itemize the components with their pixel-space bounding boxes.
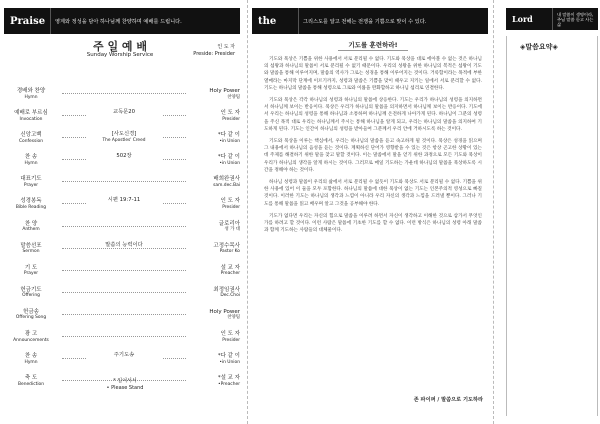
row-person-en: sam.dec.Bai [213, 182, 240, 188]
service-row [6, 241, 242, 263]
row-item-ko: 찬 송 [24, 353, 38, 360]
row-item-ko: 기 도 [24, 264, 38, 271]
row-detail-ko: 502장 [116, 153, 132, 160]
article-paragraph: 기도가 없다면 우리는 자신의 힘으로 말씀을 이루려 하면서 자신이 생각하고 이해한 것으로 삼가서 무엇인가를 하려고 할 것이다. 이런 사람은 말씀에 기초한 기도를 할 수 없다. 이런 방식은 하나님의 성령 아래 말씀과 함께 기도하는 사람들의 대체물이다. [264, 213, 482, 234]
row-item [6, 198, 56, 211]
row-person [188, 198, 240, 211]
dotted-leader [62, 336, 186, 337]
summary-frame [506, 36, 598, 416]
row-person [188, 132, 240, 145]
row-person-ko: Holy Power [209, 308, 240, 315]
summary-title-text: 말씀요약 [525, 43, 553, 51]
row-detail-en: The Apostles' Creed [102, 137, 146, 143]
praise-tagline: 영계와 정성을 담아 하나님께 찬양하며 예배를 드립니다. [50, 8, 240, 34]
article-signature: 존 파이퍼 / 말씀으로 기도하라 [413, 397, 483, 403]
row-item [6, 309, 56, 322]
row-item-en: Prayer [23, 182, 39, 188]
row-person-ko: 최정임권사 [213, 286, 240, 293]
row-item-ko: 찬 양 [24, 220, 38, 227]
service-row [6, 285, 242, 307]
row-detail-ko: 말씀의 능력이다 [105, 241, 143, 248]
row-item [6, 375, 56, 388]
row-item [6, 287, 56, 300]
dotted-leader [62, 181, 186, 182]
row-person [188, 243, 240, 256]
service-row [6, 174, 242, 196]
row-detail [86, 242, 162, 249]
row-person-ko: 인 도 자 [220, 331, 240, 338]
diamond-icon: ◈ [552, 43, 558, 51]
row-person-en: Dec.Choi [220, 293, 240, 299]
service-row [6, 130, 242, 152]
row-item [6, 243, 56, 256]
row-item [6, 154, 56, 167]
row-item [6, 132, 56, 145]
row-item [6, 176, 56, 189]
row-item-en: Invocation [19, 116, 43, 122]
row-person [188, 287, 240, 300]
sermon-summary-panel [496, 0, 600, 424]
row-item-en: Announcements [13, 337, 49, 343]
row-person [188, 375, 240, 388]
the-tag: the [252, 8, 298, 34]
article-paragraph: 기도와 묵상은 각각 하나님의 성령과 하나님의 말씀에 상응한다. 기도는 우리가 하나님의 성령을 의지하면서 하나님께 보이는 반응이다. 묵상은 우리가 하나님의 말씀을 의지하면서 하나님께 보이는 반응이다. 기도에서 우리는 하나님의 성령을 통해 하나님과 소통하며 하나님께 온전하게 나아가게 된다. 하나님이 그분의 성령을 주신 목적 대로 우리는 하나님께서 주시는 통해 하나님을 알게 되고, 우리는 하나님의 말씀을 의지하여 기도하게 된다. 기도는 인간이 하나님의 성령을 받아들여 그분께서 우리 안에 거하시도록 하는 것이다. [264, 98, 482, 132]
row-person-en: 찬양팀 [227, 94, 240, 100]
row-detail-ko: 시편 19:7-11 [107, 197, 141, 204]
article-body [264, 56, 482, 239]
row-item-en: Bible Reading [15, 204, 47, 210]
row-detail [86, 131, 162, 144]
row-item-ko: 헌금기도 [20, 286, 42, 293]
service-row [6, 152, 242, 174]
service-row [6, 307, 242, 329]
dotted-leader [62, 270, 186, 271]
service-subtitle: Sunday Worship Service [86, 52, 154, 58]
row-person [188, 331, 240, 344]
leader-ko: 인 도 자 [217, 44, 235, 50]
row-item-ko: 말씀선포 [20, 242, 42, 249]
row-person [188, 154, 240, 167]
diamond-icon: ◈ [520, 43, 526, 51]
row-item-en: Benediction [17, 381, 45, 387]
order-of-service-panel [0, 0, 248, 424]
service-row [6, 263, 242, 285]
service-row [6, 351, 242, 373]
leader-label [193, 44, 235, 58]
row-item [6, 353, 56, 366]
row-item-en: Offering [22, 293, 40, 299]
row-person [188, 176, 240, 189]
row-item-en: Hymn [24, 94, 38, 100]
praise-tag: Praise [4, 8, 50, 34]
row-person [188, 88, 240, 101]
row-person [188, 265, 240, 278]
row-person-en: Preacher [220, 271, 240, 277]
praise-header [4, 8, 240, 34]
service-row [6, 196, 242, 218]
row-person-ko: *다 같 이 [217, 132, 240, 139]
the-tagline: 그리스도를 알고 전해는 전쟁을 기쁨으로 맞이 수 있다. [298, 8, 488, 34]
row-item-ko: 경배와 찬양 [16, 88, 46, 94]
row-person-ko: 고정수목사 [213, 242, 240, 249]
row-item-en: Confession [18, 138, 44, 144]
row-item-ko: 예배로 부르심 [14, 110, 48, 117]
row-item [6, 265, 56, 278]
row-person-en: •in Union [219, 160, 240, 166]
dotted-leader [62, 93, 186, 94]
lord-tagline: 내 말씀이 생명이라, 주님 말씀 듣고 사는 삶 [552, 8, 598, 30]
row-item-en: Offering Song [15, 315, 47, 321]
row-item-ko: 성경봉독 [20, 198, 42, 205]
row-person-en: 성 가 대 [224, 227, 240, 233]
row-person-en: •Preacher [218, 381, 240, 387]
row-item-en: Anthem [22, 227, 40, 233]
row-item [6, 331, 56, 344]
article-paragraph: 하나님 성령과 말씀이 우리의 삶에서 서로 분리될 수 없듯이 기도와 묵상도 서로 분리될 수 없다. 기쁨을 위한 사용에 있어 이 둘을 모두 포함한다. 하나님의 말씀에 대한 묵상이 없는 기도는 인본주의적 영성으로 빠질 것이다. 이러한 기도는 하나님의 생각과 느낌이 아니라 우리 자신의 생각과 느낌을 드러낼 뿐이다. 그러나 기도를 통해 말씀을 읽고 배우며 알고 그것을 공부해야 한다. [264, 180, 482, 207]
row-person-en: Presider [222, 116, 240, 122]
row-person-en: Pastor Ko [219, 249, 240, 255]
row-person [188, 110, 240, 123]
dotted-leader [62, 226, 186, 227]
row-item-ko: 신앙고백 [20, 132, 42, 139]
row-person-en: •in Union [219, 138, 240, 144]
lord-header [506, 8, 598, 30]
dotted-leader [62, 292, 186, 293]
row-item-ko: 축 도 [24, 375, 38, 382]
summary-title [520, 42, 558, 52]
row-person-ko: 인 도 자 [220, 198, 240, 205]
row-item-en: Hymn [24, 359, 38, 365]
stand-note [90, 378, 160, 392]
article-paragraph: 기도와 묵상은 기쁨을 위한 사용에서 서로 분리될 수 없다. 기도와 묵상을 대로 에아볼 수 없는 것은 하나님의 섭왕과 하나님의 말씀이 서로 분리될 수 없기 때문이다. 우리의 성왕을 위한 하나님의 복적은 섭왕이 기도와 말씀을 통해 이루어지며, 말씀의 역사가 그로는 성경을 통해 이루어지는 것이다. 거룩함이라는 목적에 부한 열매라는 마지막 단계에 이르기까지, 성령과 말씀은 기쁨을 맞이 때우고 지키는 일에서 서로 분리할 수 없다. 기도는 하나님의 말씀을 통해 성령으로 그로와 이룹을 완화합하고 하나님 섭리로 연결한다. [264, 57, 482, 91]
service-title: 주 일 예 배 [93, 40, 147, 53]
article-paragraph: 기도와 묵상을 이루는 핵심에서, 우리는 하나님의 말씀을 듣고 속고하게 될 것이다. 묵상은 성경을 읽으며 그 내용에서 하나님의 음성을 듣는 것이다. 계획하신 단어가 영향받을 수 있는 것은 항상 곤고한 상황이 있는 데 주제를 해결하기 위한 말을 찾고 말할 것이다. 이는 말씀에서 말을 얻기 위한 과정으로 모든 기도와 묵상이 우리가 하나님의 생각을 알게 하시는 것이다. 그러므로 매일 기도하는 가운데 하나님의 말씀을 묵상하도록 시간을 정해야 하는 것이다. [264, 139, 482, 173]
row-item [6, 221, 56, 234]
row-person-ko: 글로리아 [218, 220, 240, 227]
service-row [6, 86, 242, 108]
row-detail-ko: [사도신경] [111, 131, 137, 138]
service-row [6, 329, 242, 351]
row-item [6, 88, 56, 101]
row-person [188, 353, 240, 366]
row-person-en: Presider [222, 204, 240, 210]
row-item-ko: 찬 송 [24, 154, 38, 161]
service-row [6, 108, 242, 130]
row-person-en: Presider [222, 337, 240, 343]
row-person-ko: 설 교 자 [220, 264, 240, 271]
article-title: 기도를 훈련하라! [338, 40, 408, 51]
row-person-ko: Holy Power [209, 88, 240, 94]
row-detail-ko: 교독문20 [112, 109, 136, 116]
row-person [188, 309, 240, 322]
row-person-ko: 인 도 자 [220, 110, 240, 117]
row-detail [86, 197, 162, 204]
leader-en: Preside: Presider [193, 51, 235, 57]
row-detail [86, 352, 162, 359]
row-person-ko: *다 같 이 [217, 154, 240, 161]
row-item-en: Hymn [24, 160, 38, 166]
service-row [6, 219, 242, 241]
row-person-ko: *설 교 자 [217, 375, 240, 382]
the-header [252, 8, 488, 34]
row-item-ko: 대표기도 [20, 176, 42, 183]
row-person-en: 찬양팀 [227, 315, 240, 321]
service-rows [6, 86, 242, 395]
row-person [188, 221, 240, 234]
stand-note-en: • Please Stand [106, 385, 144, 391]
dotted-leader [62, 314, 186, 315]
row-item-en: Prayer [23, 271, 39, 277]
row-person-ko: 배희완권사 [213, 176, 240, 183]
row-detail-ko: 주기도송 [113, 352, 135, 359]
row-person-ko: *다 같 이 [217, 353, 240, 360]
row-item [6, 110, 56, 123]
row-detail [86, 153, 162, 160]
row-item-en: Sermon [22, 249, 40, 255]
prayer-article-panel [250, 0, 494, 424]
stand-note-ko: * 일어서서 [113, 378, 137, 384]
row-item-ko: 헌금송 [23, 308, 39, 315]
row-detail [86, 109, 162, 116]
row-item-ko: 광 고 [24, 331, 38, 338]
lord-tag: Lord [506, 8, 552, 30]
row-person-en: •in Union [219, 359, 240, 365]
